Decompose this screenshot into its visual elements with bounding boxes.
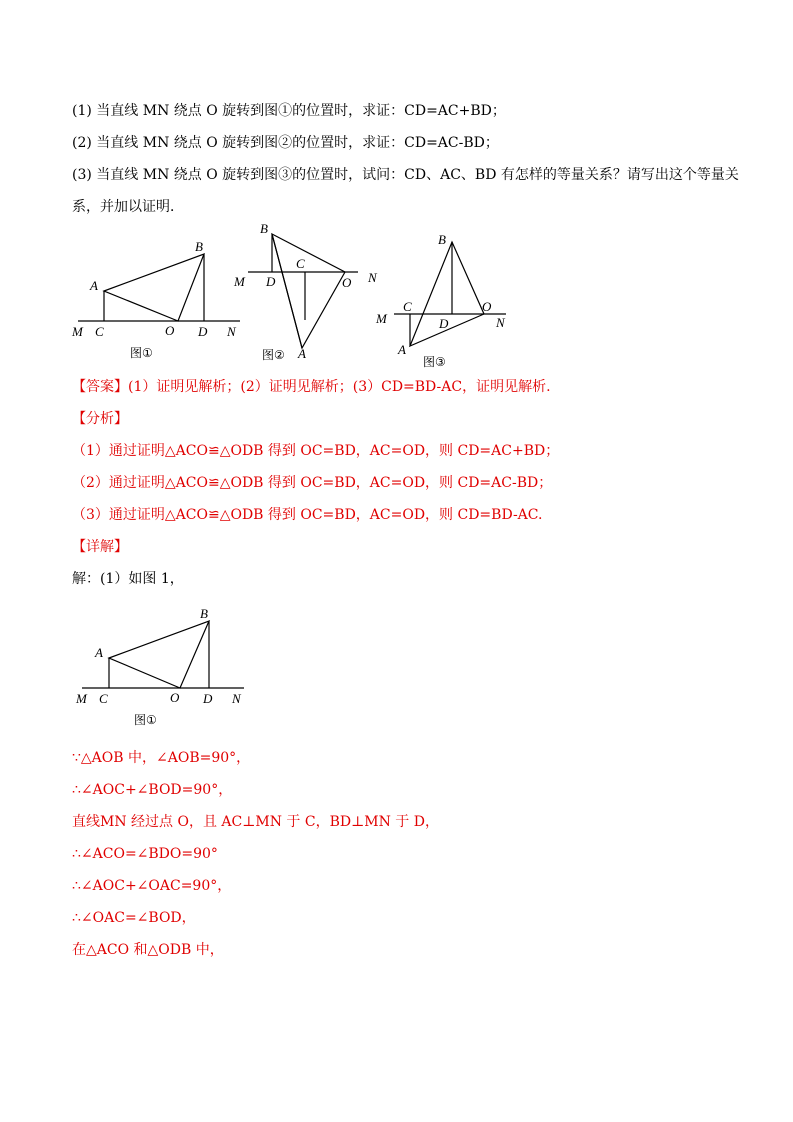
analysis-3: （3）通过证明△ACO≌△ODB 得到 OC=BD，AC=OD，则 CD=BD-AC. xyxy=(72,507,543,523)
proof-line-3: 直线MN 经过点 O，且 AC⊥MN 于 C，BD⊥MN 于 D， xyxy=(72,814,439,830)
caption-fig3: 图③ xyxy=(423,355,446,369)
triangle-aob xyxy=(104,254,204,321)
label-a: A xyxy=(398,342,406,357)
answer: 【答案】(1）证明见解析；(2）证明见解析；(3）CD=BD-AC，证明见解析. xyxy=(72,379,551,395)
label-m: M xyxy=(234,274,245,289)
triangle-aob xyxy=(272,234,345,348)
label-m: M xyxy=(376,311,387,326)
label-c: C xyxy=(95,324,104,339)
label-d: D xyxy=(198,324,208,339)
question-3-continued: 系，并加以证明． xyxy=(72,199,184,215)
proof-line-2: ∴∠AOC+∠BOD=90°， xyxy=(72,782,233,798)
label-n: N xyxy=(227,324,236,339)
label-b: B xyxy=(200,606,208,621)
proof-line-6: ∴∠OAC=∠BOD， xyxy=(72,910,196,926)
analysis-heading: 【分析】 xyxy=(72,411,128,427)
label-o: O xyxy=(165,323,175,338)
proof-line-1: ∵△AOB 中，∠AOB=90°， xyxy=(72,750,251,766)
analysis-1: （1）通过证明△ACO≌△ODB 得到 OC=BD，AC=OD，则 CD=AC+BD； xyxy=(72,443,560,459)
label-m: M xyxy=(76,691,87,706)
proof-line-4: ∴∠ACO=∠BDO=90° xyxy=(72,846,218,862)
figure-4 xyxy=(72,604,252,732)
label-n: N xyxy=(232,691,241,706)
triangle-aob xyxy=(109,621,209,688)
label-o: O xyxy=(170,690,180,705)
label-d: D xyxy=(266,274,276,289)
label-d: D xyxy=(439,316,449,331)
label-c: C xyxy=(296,256,305,271)
proof-line-7: 在△ACO 和△ODB 中， xyxy=(72,942,224,958)
label-c: C xyxy=(403,299,412,314)
label-d: D xyxy=(203,691,213,706)
figure-3 xyxy=(370,228,520,373)
label-m: M xyxy=(72,324,83,339)
proof-line-5: ∴∠AOC+∠OAC=90°， xyxy=(72,878,232,894)
label-n: N xyxy=(496,315,505,330)
label-n: N xyxy=(368,270,377,285)
caption-fig2: 图② xyxy=(262,348,285,362)
label-c: C xyxy=(99,691,108,706)
label-b: B xyxy=(260,221,268,236)
label-b: B xyxy=(195,239,203,254)
question-3: (3) 当直线 MN 绕点 O 旋转到图③的位置时，试问：CD、AC、BD 有怎样的等量关系？请写出这个等量关 xyxy=(72,167,739,183)
detail-heading: 【详解】 xyxy=(72,539,128,555)
label-o: O xyxy=(342,275,352,290)
label-b: B xyxy=(438,232,446,247)
analysis-2: （2）通过证明△ACO≌△ODB 得到 OC=BD，AC=OD，则 CD=AC-BD； xyxy=(72,475,553,491)
label-a: A xyxy=(298,346,306,361)
label-o: O xyxy=(482,299,492,314)
figure-2 xyxy=(228,218,388,368)
caption-fig4: 图① xyxy=(134,713,157,727)
question-2: (2) 当直线 MN 绕点 O 旋转到图②的位置时，求证：CD=AC-BD； xyxy=(72,135,499,151)
caption-fig1: 图① xyxy=(130,346,153,360)
figure-1 xyxy=(68,236,248,366)
label-a: A xyxy=(95,645,103,660)
segment-ab xyxy=(272,234,302,348)
detail-intro: 解：(1）如图 1， xyxy=(72,571,184,587)
label-a: A xyxy=(90,278,98,293)
question-1: (1) 当直线 MN 绕点 O 旋转到图①的位置时，求证：CD=AC+BD； xyxy=(72,103,506,119)
